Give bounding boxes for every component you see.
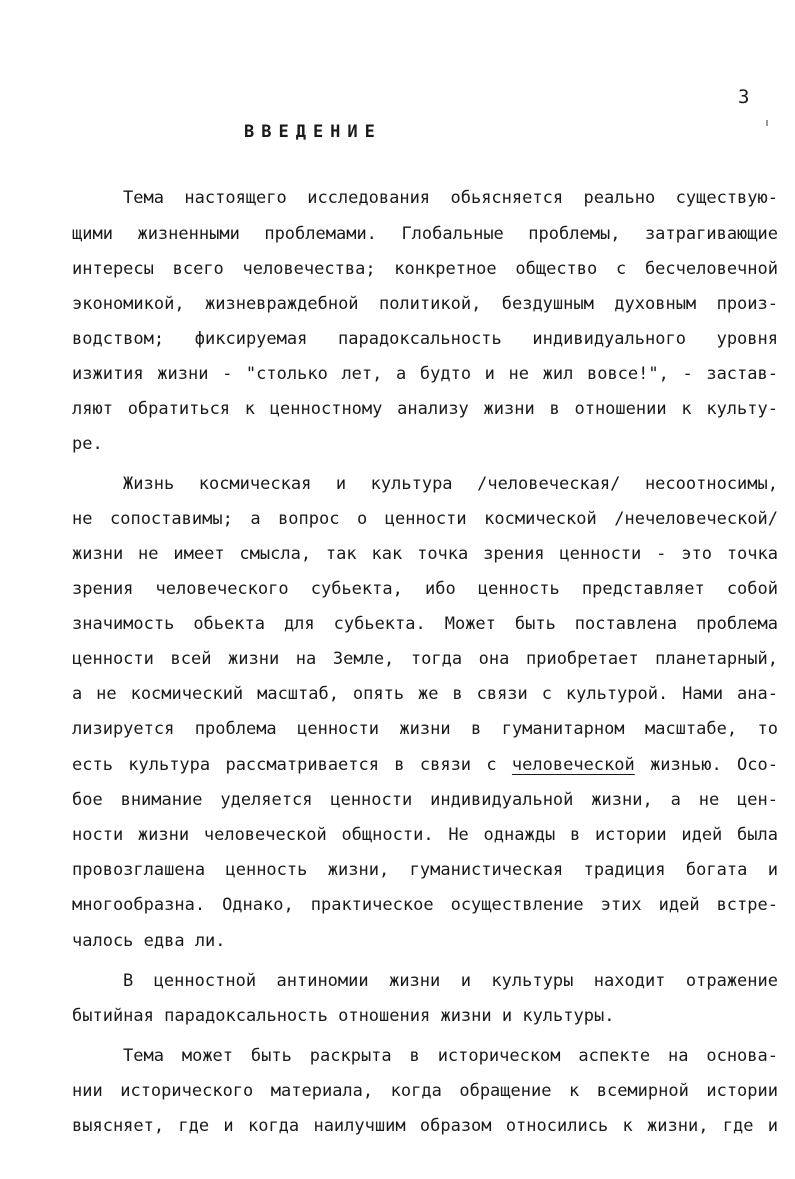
text-line: интересы всего человечества; конкретное общество с бесчеловечной: [72, 259, 778, 279]
text-segment: жизнью. Осо-: [634, 755, 778, 775]
text-line: чалось едва ли.: [72, 931, 226, 951]
text-line: ценности всей жизни на Земле, тогда она приобретает планетарный,: [72, 649, 778, 669]
text-line: Тема настоящего исследования обьясняется реально существую-: [123, 188, 778, 208]
text-line: щими жизненными проблемами. Глобальные проблемы, затрагивающие: [72, 224, 778, 244]
text-line: не сопоставимы; а вопрос о ценности космической /нечеловеческой/: [72, 509, 778, 529]
text-line: жизни не имеет смысла, так как точка зрения ценности - это точка: [72, 544, 778, 564]
text-line: ности жизни человеческой общности. Не однажды в истории идей была: [72, 825, 778, 845]
text-line: зрения человеческого субьекта, ибо ценность представляет собой: [72, 579, 778, 599]
text-line: водством; фиксируемая парадоксальность индивидуального уровня: [72, 329, 778, 349]
text-line: ляют обратиться к ценностному анализу жизни в отношении к культу-: [72, 399, 778, 419]
text-line: нии исторического материала, когда обращение к всемирной истории: [72, 1081, 778, 1101]
text-line: ре.: [72, 434, 103, 454]
text-line-with-underline: [72, 755, 778, 775]
page-title: ВВЕДЕНИЕ: [244, 122, 382, 142]
text-line: выясняет, где и когда наилучшим образом относились к жизни, где и: [72, 1116, 778, 1136]
text-line: Жизнь космическая и культура /человеческая/ несоотносимы,: [123, 474, 778, 494]
scan-speck: [766, 120, 768, 126]
text-line: многообразна. Однако, практическое осуществление этих идей встре-: [72, 895, 778, 915]
page-number: 3: [738, 86, 750, 108]
text-line: Тема может быть раскрыта в историческом аспекте на основа-: [123, 1046, 778, 1066]
text-line: изжития жизни - "столько лет, а будто и не жил вовсе!", - застав-: [72, 364, 778, 384]
text-line: лизируется проблема ценности жизни в гуманитарном масштабе, то: [72, 719, 778, 739]
text-line: экономикой, жизневраждебной политикой, бездушным духовным произ-: [72, 294, 778, 314]
text-segment: есть культура рассматривается в связи с: [72, 755, 512, 775]
text-line: провозглашена ценность жизни, гуманистическая традиция богата и: [72, 860, 778, 880]
underlined-word: человеческой: [511, 755, 635, 775]
text-line: бое внимание уделяется ценности индивидуальной жизни, а не цен-: [72, 790, 778, 810]
text-line: В ценностной антиномии жизни и культуры находит отражение: [123, 971, 778, 991]
text-line: а не космический масштаб, опять же в связи с культурой. Нами ана-: [72, 684, 778, 704]
text-line: значимость обьекта для субьекта. Может быть поставлена проблема: [72, 614, 778, 634]
text-line: бытийная парадоксальность отношения жизни и культуры.: [72, 1006, 615, 1026]
